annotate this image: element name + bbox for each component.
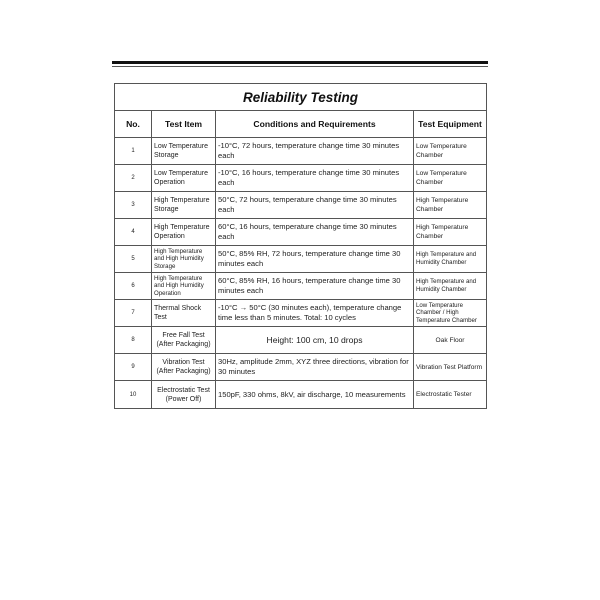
equipment: Low Temperature Chamber / High Temperature Chamber (414, 300, 487, 327)
header-no: No. (115, 111, 152, 138)
equipment: High Temperature Chamber (414, 192, 487, 219)
conditions: 60°C, 16 hours, temperature change time 30 minutes each (216, 219, 414, 246)
conditions: -10°C, 72 hours, temperature change time 30 minutes each (216, 138, 414, 165)
title-row (115, 84, 487, 111)
header-conditions: Conditions and Requirements (216, 111, 414, 138)
top-rule-thin (112, 66, 488, 67)
equipment: Vibration Test Platform (414, 354, 487, 381)
test-item: High Temperature Operation (152, 219, 216, 246)
conditions: -10°C, 16 hours, temperature change time 30 minutes each (216, 165, 414, 192)
table-row (115, 192, 487, 219)
test-item: High Temperature and High Humidity Operation (152, 273, 216, 300)
equipment: Oak Floor (414, 327, 487, 354)
test-item: Low Temperature Operation (152, 165, 216, 192)
reliability-table (114, 83, 487, 409)
table-row (115, 246, 487, 273)
row-number: 10 (115, 381, 152, 409)
equipment: Low Temperature Chamber (414, 165, 487, 192)
conditions: 60°C, 85% RH, 16 hours, temperature change time 30 minutes each (216, 273, 414, 300)
table-row (115, 273, 487, 300)
conditions: -10°C → 50°C (30 minutes each), temperature change time less than 5 minutes. Total: 10 cycles (216, 300, 414, 327)
equipment: High Temperature Chamber (414, 219, 487, 246)
conditions: 150pF, 330 ohms, 8kV, air discharge, 10 measurements (216, 381, 414, 409)
row-number: 2 (115, 165, 152, 192)
table-row (115, 219, 487, 246)
test-item: Thermal Shock Test (152, 300, 216, 327)
header-row (115, 111, 487, 138)
row-number: 8 (115, 327, 152, 354)
row-number: 4 (115, 219, 152, 246)
table-row (115, 300, 487, 327)
header-test-item: Test Item (152, 111, 216, 138)
equipment: Electrostatic Tester (414, 381, 487, 409)
header-equipment: Test Equipment (414, 111, 487, 138)
conditions: 30Hz, amplitude 2mm, XYZ three directions, vibration for 30 minutes (216, 354, 414, 381)
test-item: Free Fall Test (After Packaging) (152, 327, 216, 354)
table-row (115, 354, 487, 381)
test-item: Vibration Test (After Packaging) (152, 354, 216, 381)
row-number: 3 (115, 192, 152, 219)
equipment: High Temperature and Humidity Chamber (414, 273, 487, 300)
table-row (115, 165, 487, 192)
test-item: Electrostatic Test (Power Off) (152, 381, 216, 409)
row-number: 5 (115, 246, 152, 273)
row-number: 7 (115, 300, 152, 327)
row-number: 6 (115, 273, 152, 300)
test-item: High Temperature Storage (152, 192, 216, 219)
equipment: High Temperature and Humidity Chamber (414, 246, 487, 273)
row-number: 9 (115, 354, 152, 381)
table-title: Reliability Testing (115, 84, 487, 111)
table-row (115, 327, 487, 354)
conditions: 50°C, 85% RH, 72 hours, temperature change time 30 minutes each (216, 246, 414, 273)
top-rule-thick (112, 61, 488, 64)
conditions: 50°C, 72 hours, temperature change time 30 minutes each (216, 192, 414, 219)
test-item: High Temperature and High Humidity Storage (152, 246, 216, 273)
equipment: Low Temperature Chamber (414, 138, 487, 165)
table-row (115, 138, 487, 165)
test-item: Low Temperature Storage (152, 138, 216, 165)
row-number: 1 (115, 138, 152, 165)
conditions: Height: 100 cm, 10 drops (216, 327, 414, 354)
table-row (115, 381, 487, 409)
